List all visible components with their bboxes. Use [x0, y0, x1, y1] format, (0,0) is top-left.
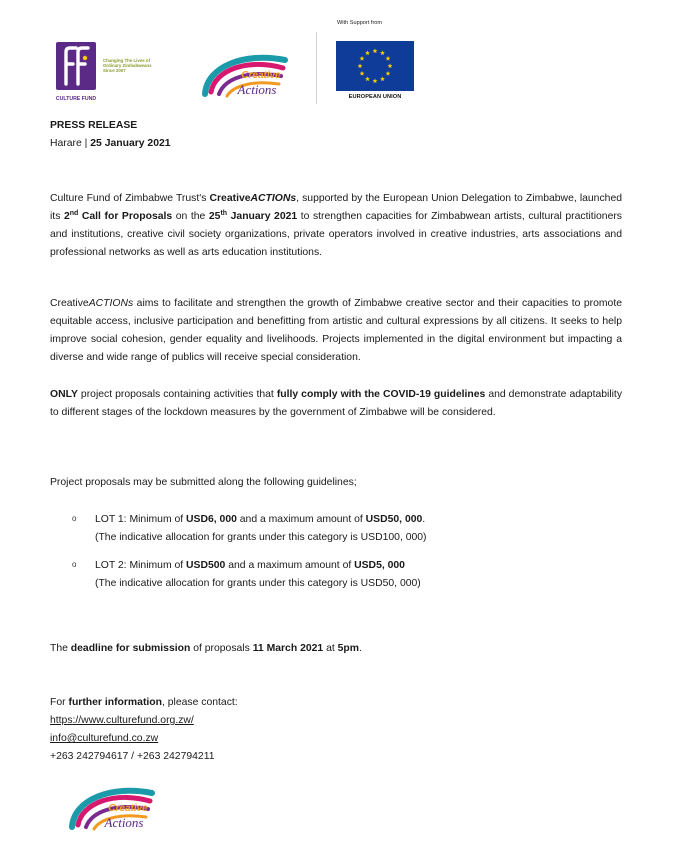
- deadline-line: [50, 640, 622, 658]
- text-run: Culture Fund of Zimbabwe Trust's: [50, 193, 210, 204]
- lot-1-item: [95, 511, 615, 547]
- creative-actions-logo: [197, 48, 295, 102]
- culture-fund-logo: [54, 40, 98, 106]
- date-text: January 2021: [227, 211, 298, 222]
- deadline-time: 5pm: [337, 643, 360, 654]
- brand-name: [210, 193, 297, 204]
- text-run: at: [323, 643, 338, 654]
- lot-lead: LOT 2: Minimum of: [95, 560, 187, 571]
- brand-part: Creative: [209, 193, 251, 204]
- press-release-label: [50, 117, 622, 135]
- tagline-line: Changing The Lives of: [103, 58, 151, 63]
- release-date: 25 January 2021: [90, 138, 171, 149]
- release-dateline: [50, 135, 622, 153]
- culture-fund-logo-text: CULTURE FUND: [55, 96, 97, 102]
- logo-word-creative: Creative: [241, 70, 281, 81]
- list-bullet: o: [72, 560, 77, 569]
- text-run: of proposals: [190, 643, 253, 654]
- brand-part: Creative: [50, 298, 89, 309]
- lot-2-note: (The indicative allocation for grants under this category is USD50, 000): [95, 578, 421, 589]
- eu-flag-icon: [336, 41, 414, 91]
- phone-numbers: +263 242794617 / +263 242794211: [50, 751, 215, 762]
- lot-max: USD50, 000: [365, 514, 423, 525]
- tagline-line: Ordinary Zimbabweans: [103, 63, 152, 69]
- lot-1-note: (The indicative allocation for grants under this category is USD100, 000): [95, 532, 427, 543]
- text-run: on the: [172, 211, 209, 222]
- text-run: project proposals containing activities that: [77, 389, 277, 400]
- covid-emphasis: fully comply with the COVID-19 guidelines: [276, 389, 486, 400]
- call-for-proposals: [64, 211, 172, 222]
- logo-word-actions: Actions: [104, 815, 144, 830]
- brand-part-italic: ACTIONs: [88, 298, 134, 309]
- lot-min: USD6, 000: [186, 514, 237, 525]
- logo-word-creative: Creative: [108, 803, 148, 814]
- text-run: and demonstrate adaptability to different stages of the lockdown measures by the government of Zimbabwe will be considered.: [50, 389, 623, 418]
- contact-emphasis: further information: [68, 697, 162, 708]
- lot-2-line: [95, 557, 615, 575]
- lot-lead: LOT 1: Minimum of: [95, 514, 187, 525]
- only-emphasis: ONLY: [50, 389, 78, 400]
- eu-support-text: With Support from: [337, 20, 383, 26]
- lot-max: USD5, 000: [354, 560, 405, 571]
- dateline-separator: |: [81, 138, 91, 149]
- culture-fund-tagline: [103, 58, 183, 74]
- text-run: For: [50, 697, 69, 708]
- paragraph-intro: [50, 190, 622, 262]
- lot-end: .: [422, 514, 426, 525]
- lot-mid: and a maximum amount of: [225, 560, 355, 571]
- call-text: Call for Proposals: [78, 211, 173, 222]
- press-release-title: PRESS RELEASE: [50, 120, 138, 131]
- creative-actions-logo-footer: [64, 779, 162, 835]
- tagline-line: Since 2007: [103, 68, 126, 74]
- lot-min: USD500: [186, 560, 226, 571]
- date-number: 25: [208, 211, 221, 222]
- lot-mid: and a maximum amount of: [236, 514, 366, 525]
- logo-word-actions: Actions: [237, 82, 277, 97]
- header-divider: [316, 32, 317, 104]
- text-run: The: [50, 643, 71, 654]
- guidelines-intro: Project proposals may be submitted along the following guidelines;: [50, 477, 357, 488]
- release-location: Harare: [50, 138, 82, 149]
- eu-label: EUROPEAN UNION: [348, 94, 402, 100]
- lot-1-line: [95, 511, 615, 529]
- call-ordinal: nd: [69, 210, 79, 217]
- launch-date: [209, 211, 297, 222]
- email-link[interactable]: info@culturefund.co.zw: [50, 733, 159, 744]
- paragraph-covid: [50, 386, 622, 422]
- brand-part-italic: ACTIONs: [250, 193, 297, 204]
- deadline-date: 11 March 2021: [252, 643, 324, 654]
- list-bullet: o: [72, 514, 77, 523]
- call-number: 2: [63, 211, 70, 222]
- website-link[interactable]: https://www.culturefund.org.zw/: [50, 715, 194, 726]
- text-run: .: [359, 643, 362, 654]
- text-run: , please contact:: [162, 697, 238, 708]
- deadline-emphasis: deadline for submission: [70, 643, 191, 654]
- contact-block: [50, 694, 622, 766]
- text-run: aims to facilitate and strengthen the growth of Zimbabwe creative sector and their capacities to promote equitable access, inclusive participation and benefitting from artistic and cultural expressions by all citizens. It seeks to help improve social cohesion, gender equality and livelihoods. Projects implemented in the digital environment but impacting a diverse and wide range of publics will receive special consideration.: [50, 298, 622, 363]
- paragraph-aims: [50, 295, 622, 367]
- text-run: , supported by the European Union Delegation to Zimbabwe, launched its: [50, 193, 622, 222]
- text-run: to strengthen capacities for Zimbabwean artists, cultural practitioners and institutions, creative civil society organizations, private operators involved in creative industries, arts associations and professional networks as well as arts education institutions.: [50, 211, 622, 258]
- date-ordinal: th: [220, 210, 228, 217]
- brand-name: [50, 298, 133, 309]
- contact-heading: [50, 694, 622, 712]
- lot-2-item: [95, 557, 615, 593]
